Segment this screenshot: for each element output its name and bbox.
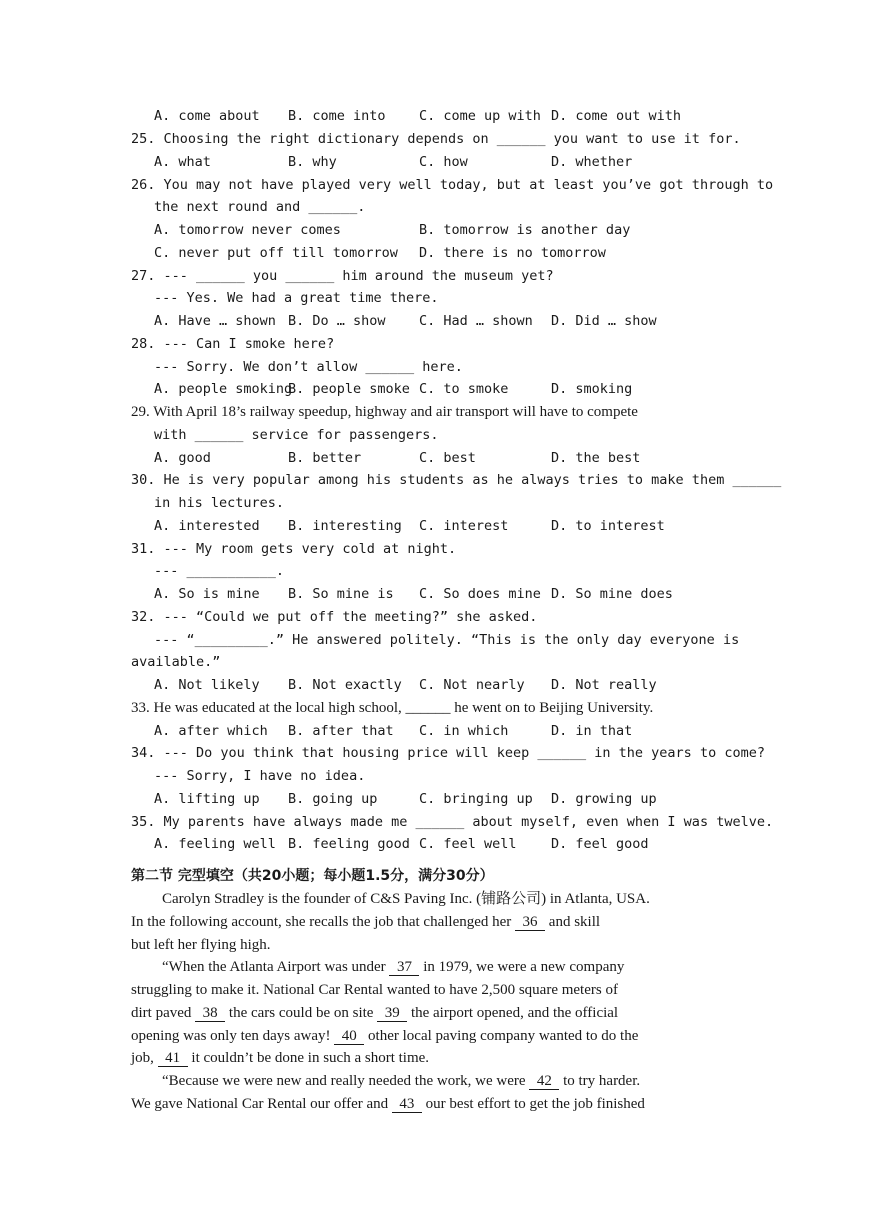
q33-option-c: C. in which bbox=[419, 723, 509, 739]
q35-option-b: B. feeling good bbox=[288, 836, 410, 852]
passage-text: our best effort to get the job finished bbox=[421, 1096, 645, 1112]
passage-text: in 1979, we were a new company bbox=[419, 959, 625, 975]
q24-option-a: A. come about bbox=[154, 108, 260, 124]
q28-option-c: C. to smoke bbox=[419, 381, 509, 397]
q29-stem-line1: 29. With April 18’s railway speedup, highway and air transport will have to compete bbox=[131, 404, 638, 420]
q30-option-c: C. interest bbox=[419, 518, 509, 534]
q33-stem: 33. He was educated at the local high school, ______ he went on to Beijing University. bbox=[131, 700, 654, 716]
q32-stem-line3: available.” bbox=[131, 654, 221, 670]
q34-option-a: A. lifting up bbox=[154, 791, 260, 807]
q32-option-c: C. Not nearly bbox=[419, 677, 525, 693]
q31-option-c: C. So does mine bbox=[419, 586, 541, 602]
q29-option-c: C. best bbox=[419, 450, 476, 466]
q34-option-c: C. bringing up bbox=[419, 791, 533, 807]
q34-stem-line2: --- Sorry, I have no idea. bbox=[154, 768, 366, 784]
q29-stem-line2: with ______ service for passengers. bbox=[154, 427, 439, 443]
q25-option-c: C. how bbox=[419, 154, 468, 170]
passage-text: opening was only ten days away! bbox=[131, 1028, 335, 1044]
passage-text: In the following account, she recalls the job that challenged her bbox=[131, 914, 516, 930]
q26-option-c: C. never put off till tomorrow bbox=[154, 245, 398, 261]
q34-stem-line1: 34. --- Do you think that housing price will keep ______ in the years to come? bbox=[131, 745, 765, 761]
blank-36: 36 bbox=[515, 914, 545, 931]
passage-p2-line1 bbox=[162, 957, 624, 977]
q29-option-d: D. the best bbox=[551, 450, 641, 466]
q33-option-b: B. after that bbox=[288, 723, 394, 739]
passage-p3-line2 bbox=[131, 1094, 645, 1114]
q27-stem-line1: 27. --- ______ you ______ him around the museum yet? bbox=[131, 268, 554, 284]
q25-option-a: A. what bbox=[154, 154, 211, 170]
passage-p2-line2: struggling to make it. National Car Rental wanted to have 2,500 square meters of bbox=[131, 982, 618, 998]
passage-p1-line3: but left her flying high. bbox=[131, 937, 271, 953]
passage-text: and skill bbox=[545, 914, 601, 930]
blank-37: 37 bbox=[389, 959, 419, 976]
q31-stem-line1: 31. --- My room gets very cold at night. bbox=[131, 541, 457, 557]
passage-text: other local paving company wanted to do the bbox=[364, 1028, 639, 1044]
q34-option-b: B. going up bbox=[288, 791, 378, 807]
passage-p1-line1: Carolyn Stradley is the founder of C&S Paving Inc. (铺路公司) in Atlanta, USA. bbox=[162, 891, 650, 907]
q26-option-d: D. there is no tomorrow bbox=[419, 245, 606, 261]
q32-option-a: A. Not likely bbox=[154, 677, 260, 693]
passage-text: the airport opened, and the official bbox=[407, 1005, 619, 1021]
q31-option-a: A. So is mine bbox=[154, 586, 260, 602]
passage-p2-line3 bbox=[131, 1003, 618, 1023]
blank-41: 41 bbox=[158, 1050, 188, 1067]
q25-stem: 25. Choosing the right dictionary depends on ______ you want to use it for. bbox=[131, 131, 741, 147]
q26-stem-line2: the next round and ______. bbox=[154, 199, 366, 215]
q29-option-b: B. better bbox=[288, 450, 362, 466]
q28-stem-line1: 28. --- Can I smoke here? bbox=[131, 336, 335, 352]
passage-p2-line4 bbox=[131, 1026, 638, 1046]
q30-stem-line1: 30. He is very popular among his students as he always tries to make them ______ bbox=[131, 472, 782, 488]
q31-stem-line2: --- ___________. bbox=[154, 563, 285, 579]
blank-42: 42 bbox=[529, 1073, 559, 1090]
q26-option-b: B. tomorrow is another day bbox=[419, 222, 631, 238]
q33-option-a: A. after which bbox=[154, 723, 268, 739]
passage-text: “Because we were new and really needed the work, we were bbox=[162, 1073, 530, 1089]
passage-p3-line1 bbox=[162, 1071, 640, 1091]
q30-option-a: A. interested bbox=[154, 518, 260, 534]
blank-40: 40 bbox=[334, 1028, 364, 1045]
q27-option-d: D. Did … show bbox=[551, 313, 657, 329]
passage-text: the cars could be on site bbox=[225, 1005, 378, 1021]
passage-text: to try harder. bbox=[559, 1073, 641, 1089]
q32-stem-line1: 32. --- “Could we put off the meeting?” she asked. bbox=[131, 609, 538, 625]
q30-option-b: B. interesting bbox=[288, 518, 402, 534]
q32-option-d: D. Not really bbox=[551, 677, 657, 693]
q32-stem-line2: --- “_________.” He answered politely. “This is the only day everyone is bbox=[154, 632, 740, 648]
q31-option-d: D. So mine does bbox=[551, 586, 673, 602]
q25-option-b: B. why bbox=[288, 154, 337, 170]
passage-text: “When the Atlanta Airport was under bbox=[162, 959, 390, 975]
q30-option-d: D. to interest bbox=[551, 518, 665, 534]
section-heading: 第二节 完型填空（共20小题；每小题1.5分，满分30分） bbox=[131, 868, 494, 884]
q24-option-c: C. come up with bbox=[419, 108, 541, 124]
q31-option-b: B. So mine is bbox=[288, 586, 394, 602]
passage-text: We gave National Car Rental our offer and bbox=[131, 1096, 392, 1112]
passage-text: dirt paved bbox=[131, 1005, 196, 1021]
q35-option-d: D. feel good bbox=[551, 836, 649, 852]
q28-option-a: A. people smoking bbox=[154, 381, 293, 397]
q33-option-d: D. in that bbox=[551, 723, 633, 739]
q30-stem-line2: in his lectures. bbox=[154, 495, 285, 511]
passage-p2-line5 bbox=[131, 1048, 429, 1068]
q29-option-a: A. good bbox=[154, 450, 211, 466]
q32-option-b: B. Not exactly bbox=[288, 677, 402, 693]
q27-option-c: C. Had … shown bbox=[419, 313, 533, 329]
passage-text: it couldn’t be done in such a short time. bbox=[187, 1050, 430, 1066]
q28-stem-line2: --- Sorry. We don’t allow ______ here. bbox=[154, 359, 463, 375]
q27-stem-line2: --- Yes. We had a great time there. bbox=[154, 290, 439, 306]
passage-text: job, bbox=[131, 1050, 158, 1066]
blank-38: 38 bbox=[195, 1005, 225, 1022]
q28-option-d: D. smoking bbox=[551, 381, 633, 397]
q27-option-a: A. Have … shown bbox=[154, 313, 276, 329]
blank-39: 39 bbox=[377, 1005, 407, 1022]
q34-option-d: D. growing up bbox=[551, 791, 657, 807]
q28-option-b: B. people smoke bbox=[288, 381, 410, 397]
q35-option-c: C. feel well bbox=[419, 836, 517, 852]
q24-option-d: D. come out with bbox=[551, 108, 682, 124]
blank-43: 43 bbox=[392, 1096, 422, 1113]
q35-stem: 35. My parents have always made me ______ about myself, even when I was twelve. bbox=[131, 814, 774, 830]
q26-option-a: A. tomorrow never comes bbox=[154, 222, 341, 238]
q25-option-d: D. whether bbox=[551, 154, 633, 170]
q26-stem-line1: 26. You may not have played very well today, but at least you’ve got through to bbox=[131, 177, 774, 193]
q27-option-b: B. Do … show bbox=[288, 313, 386, 329]
passage-p1-line2 bbox=[131, 912, 600, 932]
q35-option-a: A. feeling well bbox=[154, 836, 276, 852]
q24-option-b: B. come into bbox=[288, 108, 386, 124]
